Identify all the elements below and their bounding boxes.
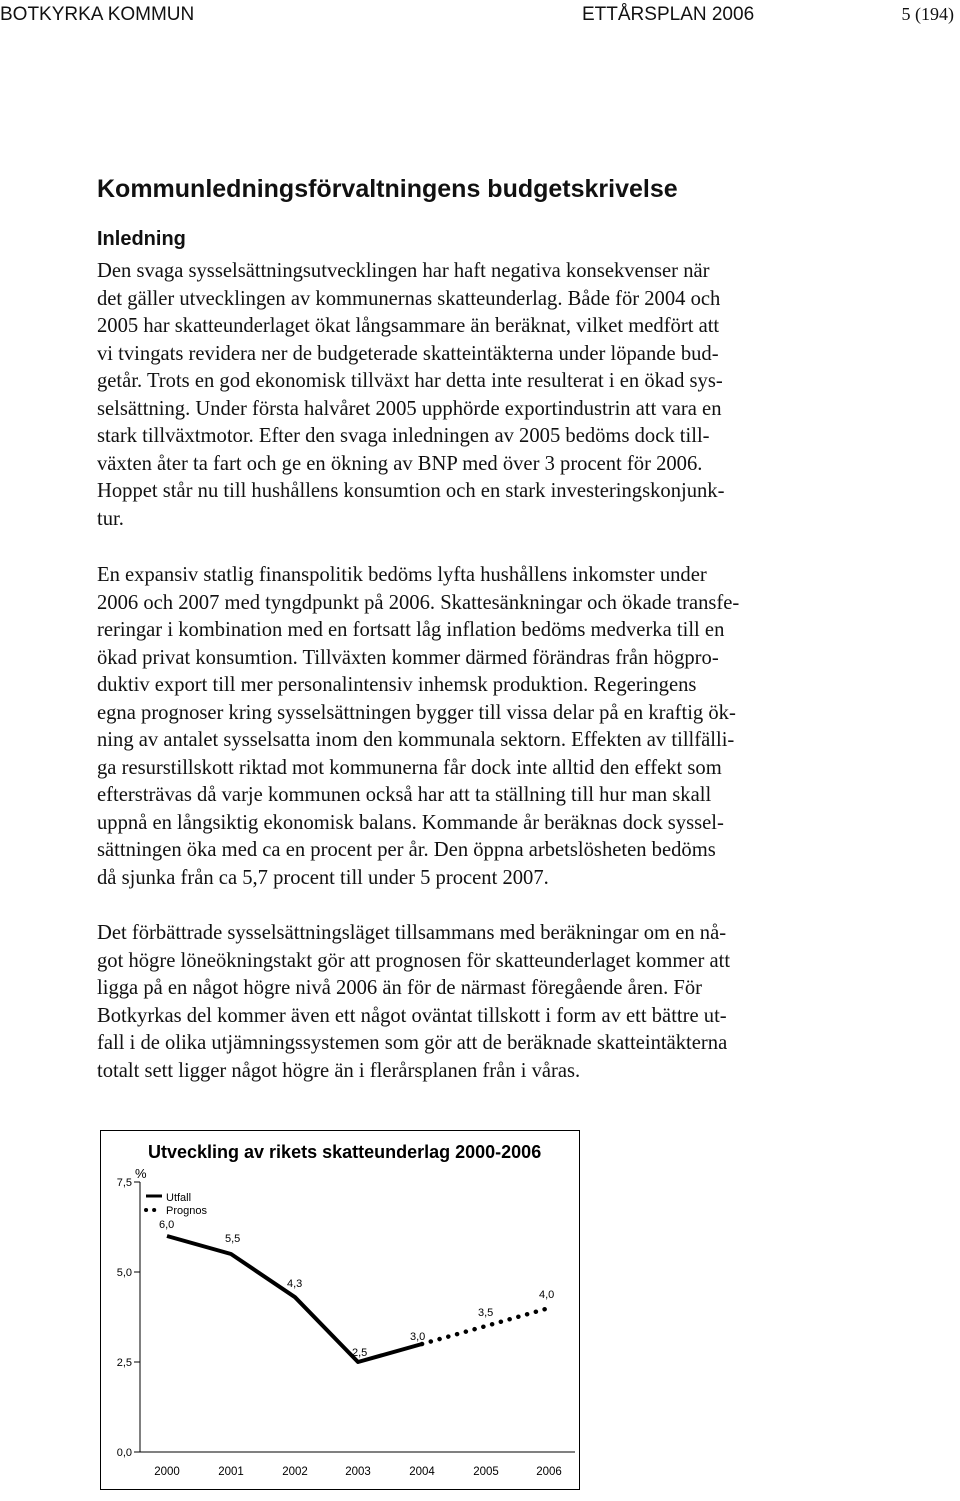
x-tick-label: 2005 [473, 1466, 499, 1478]
text-line: stark tillväxtmotor. Efter den svaga inledningen av 2005 bedöms dock till- [97, 425, 710, 447]
y-tick-label: 2,5 [116, 1357, 132, 1369]
text-line: Botkyrkas del kommer även ett något oväntat tillskott i form av ett bättre ut- [97, 1004, 727, 1027]
data-label: 3,0 [410, 1331, 426, 1343]
section-heading: Inledning [97, 228, 186, 250]
text-line: getår. Trots en god ekonomisk tillväxt har detta inte resulterat i en ökad sys- [97, 370, 723, 392]
text-line: reringar i kombination med en fortsatt låg inflation bedöms medverka till en [97, 619, 725, 641]
y-axis-label: % [135, 1166, 147, 1181]
text-line: duktiv export till mer personalintensiv inhemsk produktion. Regeringens [97, 674, 697, 696]
legend-label: Utfall [166, 1192, 192, 1204]
text-line: eftersträvas då varje kommunen också har att ta ställning till hur man skall [97, 784, 712, 806]
data-label: 6,0 [159, 1219, 175, 1231]
header-page-number: 5 (194) [901, 4, 954, 24]
x-tick-label: 2006 [536, 1466, 562, 1478]
data-label: 5,5 [225, 1233, 241, 1245]
text-line: Det förbättrade sysselsättningsläget tillsammans med beräkningar om en nå- [97, 922, 727, 944]
text-line: ga resurstillskott riktad mot kommunerna får dock inte alltid den effekt som [97, 756, 722, 779]
x-tick-label: 2000 [154, 1466, 180, 1478]
chart-title: Utveckling av rikets skatteunderlag 2000-2006 [148, 1142, 542, 1162]
text-line: sättningen öka med ca en procent per år. Den öppna arbetslösheten bedöms [97, 839, 716, 861]
text-line: ligga på en något högre nivå 2006 än för de närmast föregående åren. För [97, 977, 703, 999]
data-label: 3,5 [478, 1307, 494, 1319]
y-tick-label: 0,0 [116, 1447, 132, 1459]
text-line: vi tvingats revidera ner de budgeterade skatteintäkterna under löpande bud- [97, 342, 719, 365]
text-line: Den svaga sysselsättningsutvecklingen har haft negativa konsekvenser när [97, 260, 710, 282]
text-line: En expansiv statlig finanspolitik bedöms lyfta hushållens inkomster under [97, 564, 707, 586]
y-tick-label: 5,0 [116, 1267, 132, 1279]
text-line: fall i de olika utjämningssystemen som gör att de beräknade skatteintäkterna [97, 1032, 728, 1054]
data-label: 4,3 [287, 1278, 303, 1291]
text-line: ning av antalet sysselsatta inom den kommunala sektorn. Effekten av tillfälli- [97, 729, 735, 751]
x-tick-label: 2002 [282, 1466, 308, 1478]
text-line: ökad privat konsumtion. Tillväxten kommer därmed förändras från högpro- [97, 646, 719, 669]
text-line: växten åter ta fart och ge en ökning av BNP med över 3 procent för 2006. [97, 452, 703, 475]
data-label: 2,5 [352, 1347, 368, 1359]
text-line: totalt sett ligger något högre än i flerårsplanen från i våras. [97, 1059, 581, 1082]
header-document-title: ETTÅRSPLAN 2006 [582, 4, 755, 25]
text-line: egna prognoser kring sysselsättningen bygger till vissa delar på en kraftig ök- [97, 701, 736, 724]
x-tick-label: 2001 [218, 1466, 244, 1478]
series-line-0 [167, 1236, 422, 1362]
y-tick-label: 7,5 [116, 1177, 132, 1189]
page-title: Kommunledningsförvaltningens budgetskrivelse [97, 175, 678, 203]
text-line: 2005 har skatteunderlaget ökat långsammare än beräknat, vilket medfört att [97, 315, 720, 337]
text-line: 2006 och 2007 med tyngdpunkt på 2006. Skattesänkningar och ökade transfe- [97, 591, 740, 614]
text-line: då sjunka från ca 5,7 procent till under 5 procent 2007. [97, 866, 549, 889]
text-line: det gäller utvecklingen av kommunernas skatteunderlag. Både för 2004 och [97, 287, 721, 310]
legend-label: Prognos [166, 1205, 207, 1217]
x-tick-label: 2003 [345, 1466, 371, 1478]
header-organization: BOTKYRKA KOMMUN [0, 4, 195, 25]
text-line: selsättning. Under första halvåret 2005 upphörde exportindustrin att vara en [97, 397, 722, 420]
text-line: Hoppet står nu till hushållens konsumtion och en stark investeringskonjunk- [97, 480, 725, 502]
data-label: 4,0 [539, 1289, 555, 1301]
text-line: tur. [97, 507, 124, 530]
text-line: got högre löneökningstakt gör att prognosen för skatteunderlaget kommer att [97, 949, 731, 972]
x-tick-label: 2004 [409, 1466, 435, 1478]
text-line: uppnå en långsiktig ekonomisk balans. Kommande år beräknas dock syssel- [97, 811, 724, 834]
